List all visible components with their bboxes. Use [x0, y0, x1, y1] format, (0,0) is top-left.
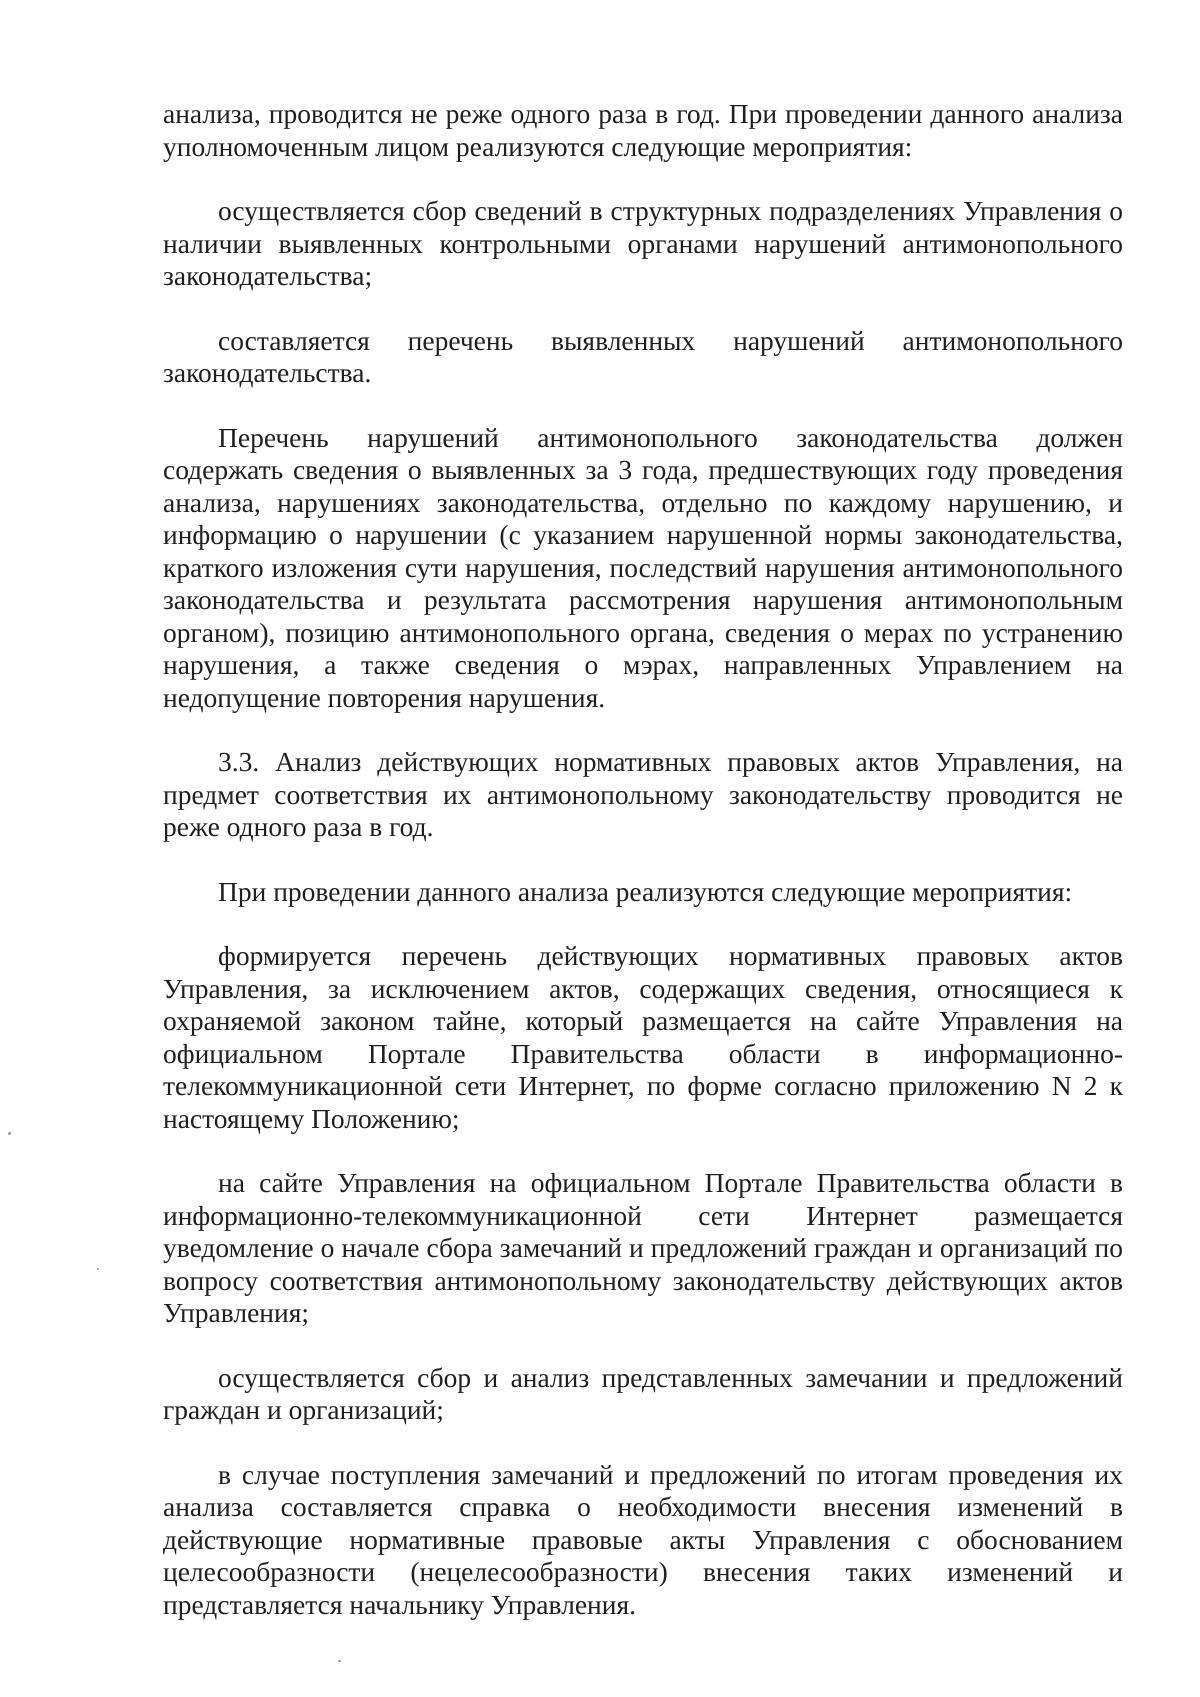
paragraph-collect-violation-info: осуществляется сбор сведений в структурных подразделениях Управления о наличии выявленных контрольными органами нарушений антимонопольного законодательства; — [163, 195, 1123, 291]
scan-speck — [8, 1132, 11, 1135]
document-body — [163, 98, 1123, 1653]
paragraph-compile-violation-list: составляется перечень выявленных нарушений антимонопольного законодательства. — [163, 324, 1123, 388]
paragraph-publish-notice: на сайте Управления на официальном Портале Правительства области в информационно-телекоммуникационной сети Интернет размещается уведомление о начале сбора замечаний и предложений граждан и организаций по вопросу соответствия антимонопольному законодательству действующих актов Управления; — [163, 1167, 1123, 1328]
scan-speck — [97, 1268, 99, 1270]
scan-speck — [338, 1660, 341, 1662]
paragraph-section-3-3: 3.3. Анализ действующих нормативных правовых актов Управления, на предмет соответствия их антимонопольному законодательству проводится не реже одного раза в год. — [163, 746, 1123, 842]
paragraph-measures-intro: При проведении данного анализа реализуются следующие мероприятия: — [218, 875, 1073, 907]
paragraph-analysis-continuation: анализа, проводится не реже одного раза в год. При проведении данного анализа уполномоченным лицом реализуются следующие мероприятия: — [163, 98, 1123, 162]
paragraph-collect-comments: осуществляется сбор и анализ представленных замечании и предложений граждан и организаций; — [163, 1361, 1123, 1425]
paragraph-prepare-certificate: в случае поступления замечаний и предложений по итогам проведения их анализа составляется справка о необходимости внесения изменений в действующие нормативные правовые акты Управления с обоснованием целесообразности (нецелесообразности) внесения таких изменений и представляется начальнику Управления. — [163, 1458, 1123, 1620]
paragraph-form-acts-list: формируется перечень действующих нормативных правовых актов Управления, за исключением актов, содержащих сведения, относящиеся к охраняемой законом тайне, который размещается на сайте Управления на официальном Портале Правительства области в информационно-телекоммуникационной сети Интернет, по форме согласно приложению N 2 к настоящему Положению; — [163, 940, 1123, 1134]
paragraph-violation-list-contents: Перечень нарушений антимонопольного законодательства должен содержать сведения о выявленных за 3 года, предшествующих году проведения анализа, нарушениях законодательства, отдельно по каждому нарушению, и информацию о нарушении (с указанием нарушенной нормы законодательства, краткого изложения сути нарушения, последствий нарушения антимонопольного законодательства и результата рассмотрения нарушения антимонопольным органом), позицию антимонопольного органа, сведения о мерах по устранению нарушения, а также сведения о мэрах, направленных Управлением на недопущение повторения нарушения. — [163, 421, 1123, 713]
